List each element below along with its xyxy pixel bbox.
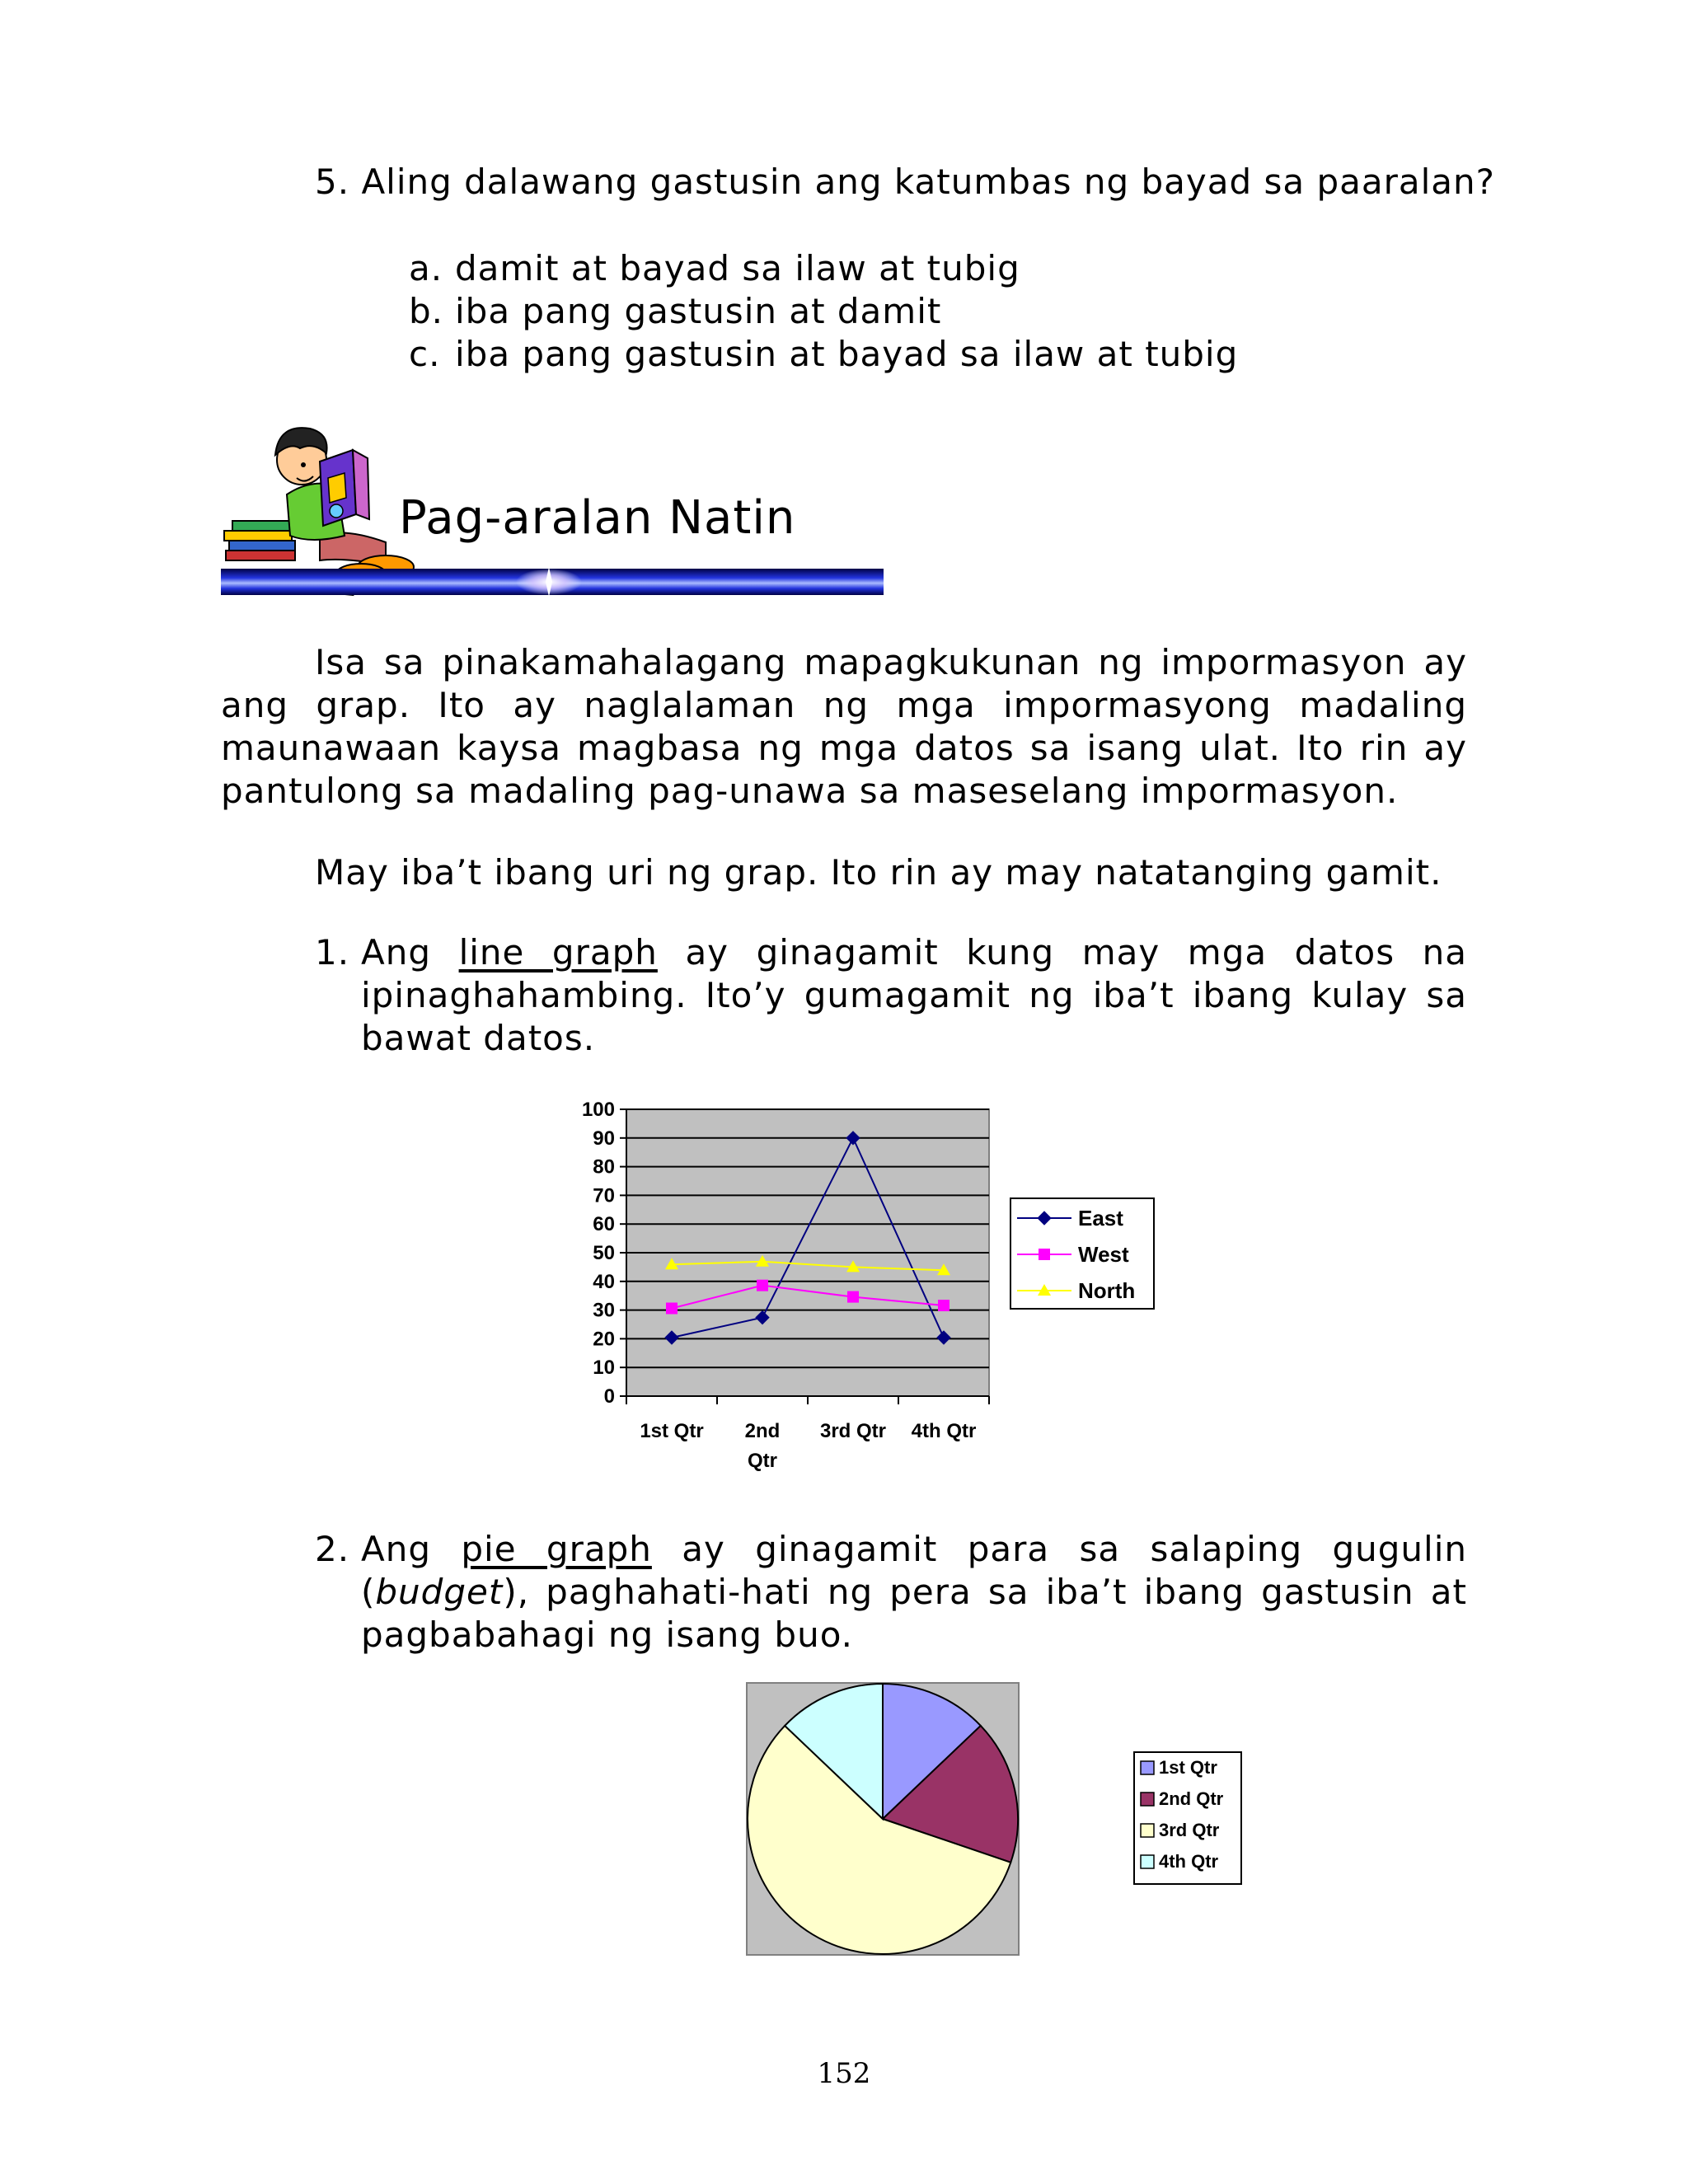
y-tick-label: 10 [593,1357,615,1380]
item-rest: ay ginagamit kung may mga datos na ipinaghahambing. Ito’y gumagamit ng iba’t ibang kulay sa bawat datos. [361,932,1468,1058]
y-tick-label: 30 [593,1299,615,1322]
choice-a [409,247,1238,290]
graph-types-sentence: May iba’t ibang uri ng grap. Ito rin ay may natatanging gamit. [315,852,1442,893]
y-tick-label: 60 [593,1213,615,1236]
legend-swatch [1141,1793,1154,1806]
y-tick-label: 0 [603,1385,615,1408]
choice-letter: c. [409,334,441,374]
choice-c [409,333,1238,376]
term-line-graph: line graph [458,932,658,972]
choice-letter: a. [409,248,443,288]
question-number: 5. [315,162,350,202]
question-text: Aling dalawang gastusin ang katumbas ng bayad sa paaralan? [361,162,1495,202]
legend-label: North [1078,1278,1136,1303]
x-tick-label: 1st Qtr [640,1420,704,1442]
y-tick-label: 70 [593,1184,615,1207]
y-tick-label: 100 [581,1099,615,1121]
legend-swatch [1141,1855,1154,1868]
answer-choices [409,247,1238,376]
item-pre: Ang [361,1529,432,1569]
choice-text: iba pang gastusin at bayad sa ilaw at tubig [455,334,1239,374]
pie-chart [742,1673,1269,1970]
y-tick-label: 80 [593,1155,615,1179]
legend-marker [1039,1249,1050,1260]
choice-text: damit at bayad sa ilaw at tubig [455,248,1020,288]
legend-label: 3rd Qtr [1159,1820,1220,1840]
item-number: 1. [315,932,350,972]
list-item-pie-graph [315,1528,1467,1657]
banner-underline [221,567,884,597]
page-number: 152 [817,2057,871,2090]
y-tick-label: 20 [593,1328,615,1351]
question-5 [315,162,1495,202]
data-point-west [666,1303,678,1315]
choice-letter: b. [409,291,444,331]
choice-b [409,290,1238,333]
item-mid: ay ginagamit para sa salaping gugulin ( [361,1529,1467,1612]
legend-label: 2nd Qtr [1159,1788,1224,1809]
legend-label: 1st Qtr [1159,1757,1217,1778]
item-rest: ), paghahati-hati ng pera sa iba’t ibang gastusin at pagbabahagi ng isang buo. [361,1572,1467,1655]
section-title: Pag-aralan Natin [399,491,796,545]
legend-swatch [1141,1824,1154,1837]
term-pie-graph: pie graph [461,1529,652,1569]
x-tick-label: 3rd Qtr [819,1420,887,1442]
item-pre: Ang [361,932,432,972]
y-tick-label: 50 [593,1242,615,1264]
legend-label: West [1078,1242,1129,1267]
legend-label: East [1078,1206,1123,1230]
intro-paragraph: Isa sa pinakamahalagang mapagkukunan ng impormasyon ay ang grap. Ito ay naglalaman ng mga impormasyong madaling maunawaan kaysa magbasa ng mga datos sa isang ulat. Ito rin ay pantulong sa madaling pag-unawa sa maseselang impormasyon. [221,642,1467,811]
item-text [361,931,1467,1060]
y-tick-label: 90 [593,1127,615,1150]
item-text [361,1528,1467,1657]
line-chart [544,1088,1170,1483]
x-tick-label: 4th Qtr [911,1420,977,1442]
data-point-west [938,1300,950,1311]
legend-label: 4th Qtr [1159,1851,1219,1872]
legend-swatch [1141,1761,1154,1774]
term-budget: budget [375,1572,504,1612]
list-item-line-graph [315,931,1467,1060]
data-point-west [757,1280,768,1291]
choice-text: iba pang gastusin at damit [455,291,942,331]
y-tick-label: 40 [593,1270,615,1293]
item-number: 2. [315,1529,350,1569]
data-point-west [847,1291,859,1303]
x-tick-label: 2nd Qtr [744,1420,781,1472]
